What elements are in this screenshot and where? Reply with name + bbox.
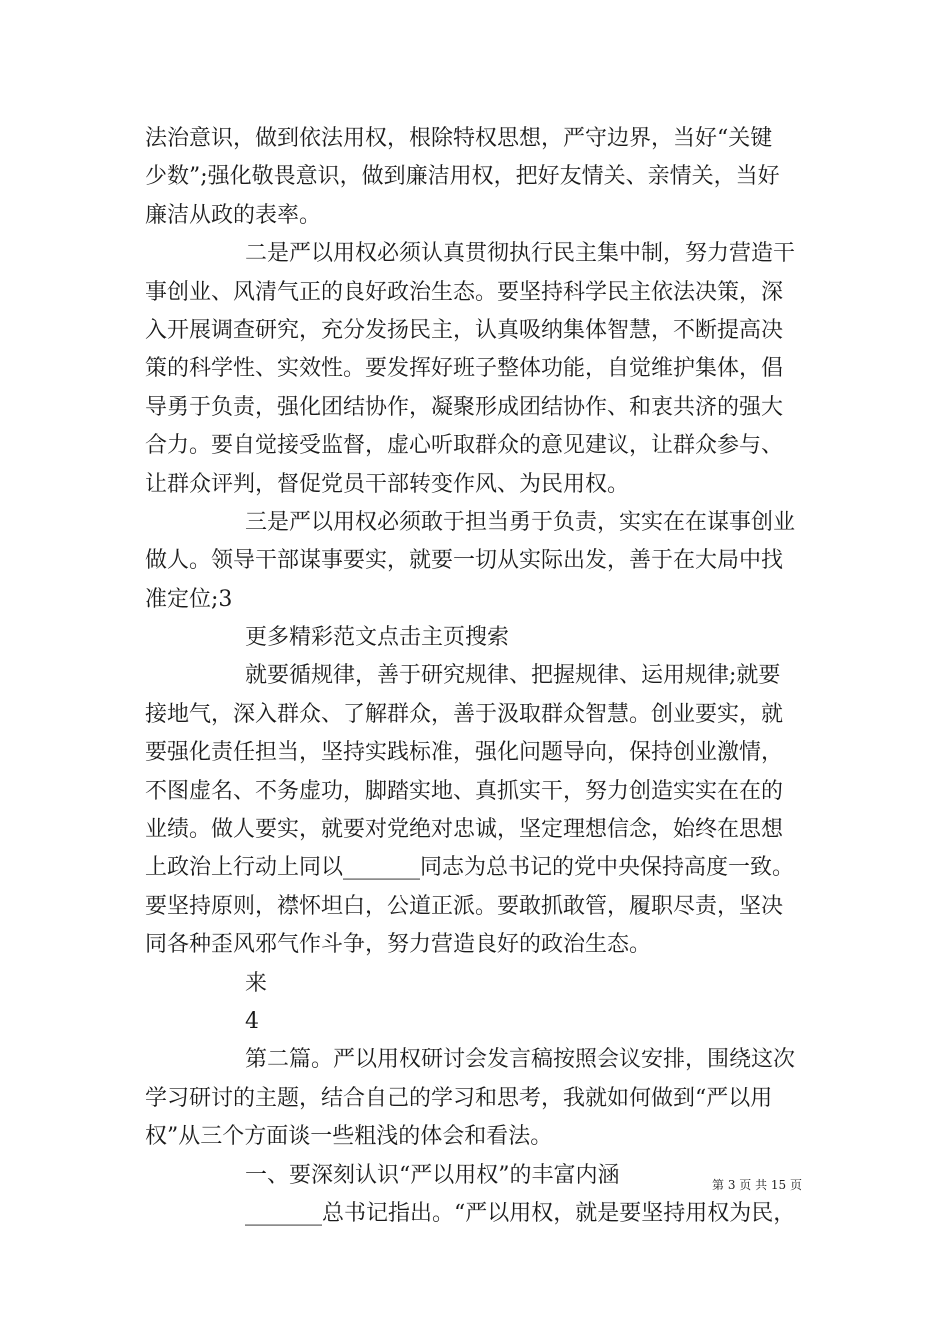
text-line: 法治意识，做到依法用权，根除特权思想，严守边界，当好“关键 xyxy=(145,126,773,151)
paragraph-start-line: 三是严以用权必须敢于担当勇于负责，实实在在谋事创业 xyxy=(245,509,796,535)
section-heading: 一、要深刻认识“严以用权”的丰富内涵 xyxy=(245,1162,620,1188)
text-line: 要坚持原则，襟怀坦白，公道正派。要敢抓敢管，履职尽责，坚决 xyxy=(145,893,784,919)
text-line: 不图虚名、不务虚功，脚踏实地、真抓实干，努力创造实实在在的 xyxy=(145,778,784,804)
text-line: 做人。领导干部谋事要实，就要一切从实际出发，善于在大局中找 xyxy=(145,548,784,574)
text-line: 上政治上行动上同以_______同志为总书记的党中央保持高度一致。 xyxy=(145,855,795,881)
paragraph-start-line: 二是严以用权必须认真贯彻执行民主集中制，努力营造干 xyxy=(245,241,796,267)
promo-line: 更多精彩范文点击主页搜索 xyxy=(245,625,510,651)
paragraph-start-line: 就要循规律，善于研究规律、把握规律、运用规律;就要 xyxy=(245,663,781,689)
body-text xyxy=(145,120,815,1233)
text-line: 同各种歪风邪气作斗争，努力营造良好的政治生态。 xyxy=(145,932,652,958)
text-line: 策的科学性、实效性。要发挥好班子整体功能，自觉维护集体，倡 xyxy=(145,356,784,382)
page-footer: 第 3 页 共 15 页 xyxy=(712,1178,802,1192)
text-line: 事创业、风清气正的良好政治生态。要坚持科学民主依法决策，深 xyxy=(145,279,784,305)
text-line: 来 xyxy=(245,970,268,996)
text-line: 学习研讨的主题，结合自己的学习和思考，我就如何做到“严以用 xyxy=(145,1085,773,1111)
paragraph-start-line: 第二篇。严以用权研讨会发言稿按照会议安排，围绕这次 xyxy=(245,1047,796,1073)
text-line: 要强化责任担当，坚持实践标准，强化问题导向，保持创业激情， xyxy=(145,740,784,766)
text-line: 权”从三个方面谈一些粗浅的体会和看法。 xyxy=(145,1124,553,1150)
paragraph-start-line: _______总书记指出。“严以用权，就是要坚持用权为民， xyxy=(245,1200,796,1226)
text-line: 接地气，深入群众、了解群众，善于汲取群众智慧。创业要实，就 xyxy=(145,701,784,727)
text-line: 入开展调查研究，充分发扬民主，认真吸纳集体智慧，不断提高决 xyxy=(145,317,784,343)
text-line: 廉洁从政的表率。 xyxy=(145,202,322,228)
text-line: 业绩。做人要实，就要对党绝对忠诚，坚定理想信念，始终在思想 xyxy=(145,817,784,843)
text-line: 少数”;强化敬畏意识，做到廉洁用权，把好友情关、亲情关，当好 xyxy=(145,164,780,190)
text-line: 准定位;3 xyxy=(145,586,233,612)
text-line: 合力。要自觉接受监督，虚心听取群众的意见建议，让群众参与、 xyxy=(145,433,784,459)
text-line: 让群众评判，督促党员干部转变作风、为民用权。 xyxy=(145,471,630,497)
text-line: 导勇于负责，强化团结协作，凝聚形成团结协作、和衷共济的强大 xyxy=(145,394,784,420)
text-line: 4 xyxy=(245,1008,259,1034)
